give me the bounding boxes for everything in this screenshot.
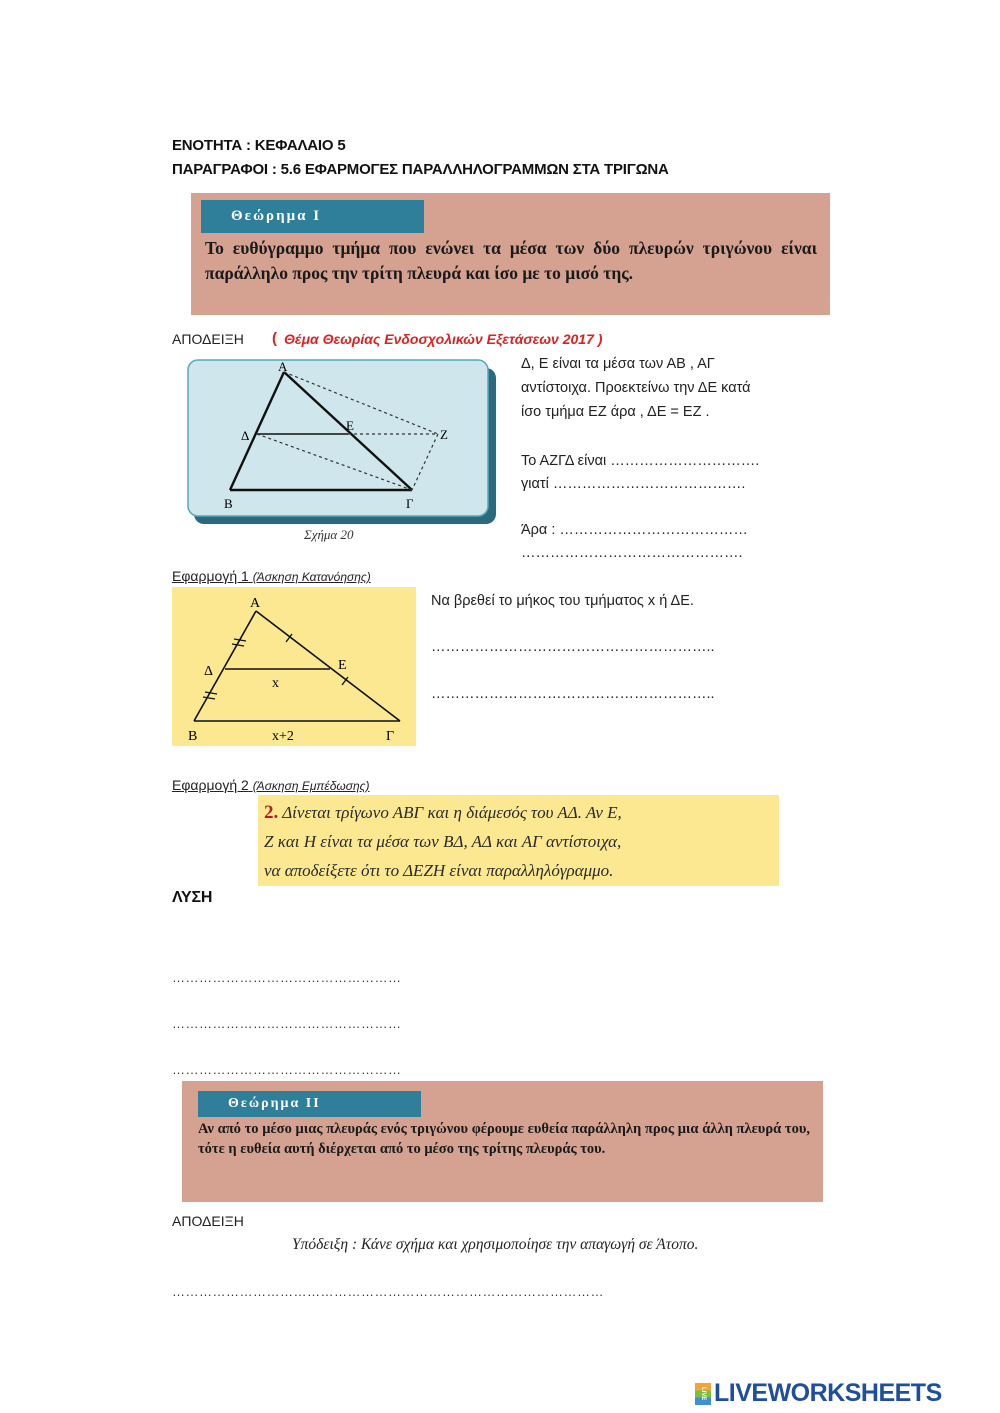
liveworksheets-logo xyxy=(695,1379,942,1408)
theorem-2-label: Θεώρημα ΙΙ xyxy=(198,1091,421,1117)
figure-20-label-d: Δ xyxy=(241,428,250,443)
app-2-box xyxy=(258,795,779,886)
proof-1-intro-2: αντίστοιχα. Προεκτείνω την ΔΕ κατά xyxy=(521,380,751,396)
proof-1-intro-3: ίσο τμήμα ΕΖ άρα , ΔΕ = ΕΖ . xyxy=(521,404,710,420)
figure-20 xyxy=(186,358,498,548)
app-1-label-a: A xyxy=(250,596,261,611)
app-2-number: 2. xyxy=(264,802,279,823)
figure-20-label-e: E xyxy=(346,418,354,433)
app-1-title: Εφαρμογή 1 xyxy=(172,568,249,584)
theorem-2-box xyxy=(182,1081,823,1202)
theorem-1-label: Θεώρημα Ι xyxy=(201,200,424,233)
figure-20-caption: Σχήμα 20 xyxy=(304,527,354,542)
app-1-question: Να βρεθεί το μήκος του τμήματος x ή ΔΕ. xyxy=(431,593,694,609)
app-2-type: (Άσκηση Εμπέδωσης) xyxy=(252,779,370,793)
figure-app-1 xyxy=(172,587,416,746)
unit-title: ΕΝΟΤΗΤΑ : ΚΕΦΑΛΑΙΟ 5 xyxy=(172,137,346,154)
proof-1-answer-line-4[interactable]: ………………………………………. xyxy=(521,545,743,561)
proof-2-answer-line[interactable]: …………………………………………………………………………………… xyxy=(172,1284,604,1299)
proof-1-label: ΑΠΟΔΕΙΞΗ xyxy=(172,331,244,347)
proof-1-note: Θέμα Θεωρίας Ενδοσχολικών Εξετάσεων 2017 ) xyxy=(284,331,603,347)
paragraph-title: ΠΑΡΑΓΡΑΦΟΙ : 5.6 ΕΦΑΡΜΟΓΕΣ ΠΑΡΑΛΛΗΛΟΓΡΑΜΜΩΝ ΣΤΑ ΤΡΙΓΩΝΑ xyxy=(172,161,669,178)
proof-1-answer-line-2[interactable]: γιατί …………………………………. xyxy=(521,476,746,492)
app-2-text-1: Δίνεται τρίγωνο ΑΒΓ και η διάμεσός του ΑΔ. Αν Ε, xyxy=(282,803,622,822)
proof-1-note-paren: ( xyxy=(272,330,277,347)
logo-badge: LIVE xyxy=(695,1383,711,1405)
app-2-label xyxy=(172,777,369,793)
app-1-label-x: x xyxy=(272,676,279,691)
proof-1-intro-1: Δ, Ε είναι τα μέσα των ΑΒ , ΑΓ xyxy=(521,356,715,372)
proof-2-label: ΑΠΟΔΕΙΞΗ xyxy=(172,1213,244,1229)
app-1-type: (Άσκηση Κατανόησης) xyxy=(252,570,371,584)
solution-line-3[interactable]: …………………………………………… xyxy=(172,1062,402,1077)
app-1-label-b: B xyxy=(188,729,198,744)
figure-20-label-z: Z xyxy=(440,427,448,442)
figure-20-label-b: B xyxy=(224,496,233,511)
theorem-2-text: Αν από το μέσο μιας πλευράς ενός τριγώνου φέρουμε ευθεία παράλληλη προς μια άλλη πλευρά του, τότε η ευθεία αυτή διέρχεται από το μέσο της τρίτης πλευράς του. xyxy=(198,1121,810,1157)
theorem-1-text: Το ευθύγραμμο τμήμα που ενώνει τα μέσα των δύο πλευρών τριγώνου είναι παράλληλο προς την τρίτη πλευρά και ίσο με το μισό της. xyxy=(205,238,817,283)
app-1-label-base: x+2 xyxy=(272,729,294,744)
app-1-label-d: Δ xyxy=(204,664,214,679)
app-1-answer-line-2[interactable]: ………………………………………………….. xyxy=(431,686,715,702)
figure-20-label-a: A xyxy=(278,359,288,374)
proof-2-hint: Υπόδειξη : Κάνε σχήμα και χρησιμοποίησε την απαγωγή σε Άτοπο. xyxy=(292,1236,699,1253)
app-1-answer-line-1[interactable]: ………………………………………………….. xyxy=(431,639,715,655)
solution-line-1[interactable]: …………………………………………… xyxy=(172,970,402,985)
app-1-label-e: E xyxy=(338,658,347,673)
solution-line-2[interactable]: …………………………………………… xyxy=(172,1016,402,1031)
logo-text: LIVEWORKSHEETS xyxy=(714,1379,942,1407)
app-2-text-2: Ζ και Η είναι τα μέσα των ΒΔ, ΑΔ και ΑΓ αντίστοιχα, xyxy=(264,832,622,851)
solution-label: ΛΥΣΗ xyxy=(172,889,213,906)
app-2-title: Εφαρμογή 2 xyxy=(172,777,249,793)
app-1-label-g: Γ xyxy=(386,729,395,744)
proof-1-answer-line-1[interactable]: Το ΑΖΓΔ είναι …………………………. xyxy=(521,453,760,469)
figure-20-label-g: Γ xyxy=(406,496,414,511)
app-2-text-3: να αποδείξετε ότι το ΔΕΖΗ είναι παραλληλόγραμμο. xyxy=(264,861,614,880)
app-2-text xyxy=(264,798,622,885)
theorem-1-box xyxy=(191,193,830,315)
proof-1-answer-line-3[interactable]: Άρα : ………………………………… xyxy=(521,522,748,538)
app-1-label xyxy=(172,568,371,584)
